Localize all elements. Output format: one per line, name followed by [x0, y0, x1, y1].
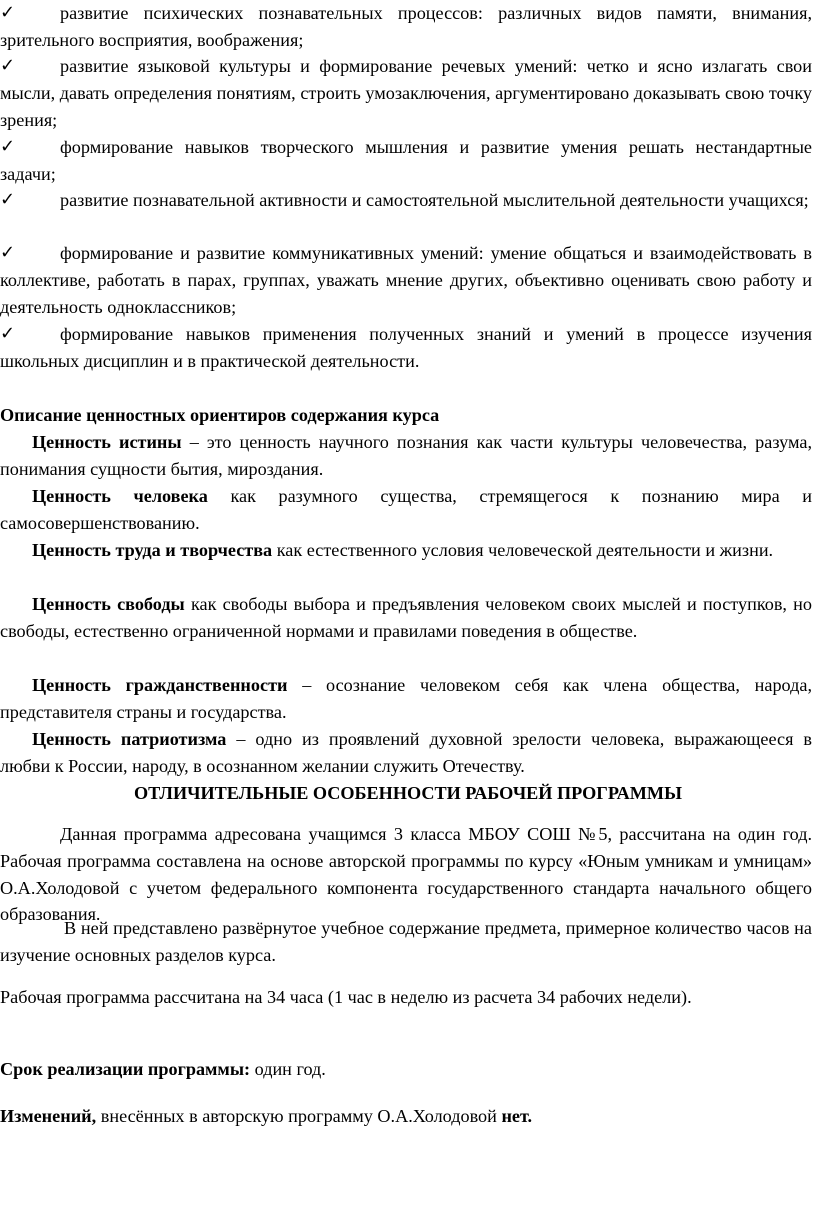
- value-text: как свободы выбора и предъявления человеком своих мыслей и поступков, но свободы, естественно ограниченной нормами и правилами поведения в обществе.: [0, 594, 812, 641]
- value-text: как естественного условия человеческой деятельности и жизни.: [272, 540, 774, 560]
- checkmark-icon: ✓: [0, 189, 16, 210]
- list-item-text: формирование навыков творческого мышления и развитие умения решать нестандартные задачи;: [0, 137, 812, 184]
- value-term: Ценность патриотизма: [32, 729, 227, 749]
- checkmark-icon: ✓: [0, 2, 16, 23]
- features-heading: ОТЛИЧИТЕЛЬНЫЕ ОСОБЕННОСТИ РАБОЧЕЙ ПРОГРАММЫ: [134, 783, 682, 803]
- value-paragraph: [0, 537, 812, 564]
- value-paragraph: [0, 672, 812, 726]
- list-item-text: формирование и развитие коммуникативных умений: умение общаться и взаимодействовать в коллективе, работать в парах, группах, уважать мнение других, объективно оценивать свою работу и деятельность одноклассников;: [0, 243, 812, 317]
- list-item-text: формирование навыков применения полученных знаний и умений в процессе изучения школьных дисциплин и в практической деятельности.: [0, 324, 812, 371]
- list-item-text: развитие познавательной активности и самостоятельной мыслительной деятельности учащихся;: [60, 190, 809, 210]
- term-line: [0, 1056, 812, 1083]
- changes-label: Изменений,: [0, 1106, 97, 1126]
- list-item: [0, 187, 812, 214]
- value-paragraph: [0, 726, 812, 780]
- changes-value: нет.: [501, 1106, 533, 1126]
- list-item: [0, 321, 812, 375]
- value-text: – это ценность научного познания как части культуры человечества, разума, понимания сущности бытия, мироздания.: [0, 432, 812, 479]
- checkmark-icon: ✓: [0, 323, 16, 344]
- features-paragraph: Рабочая программа рассчитана на 34 часа (1 час в неделю из расчета 34 рабочих недели).: [0, 987, 692, 1007]
- value-term: Ценность свободы: [32, 594, 185, 614]
- list-item-text: развитие психических познавательных процессов: различных видов памяти, внимания, зрительного восприятия, воображения;: [0, 3, 812, 50]
- checkmark-icon: ✓: [0, 136, 16, 157]
- value-paragraph: [0, 591, 812, 645]
- list-item: [0, 240, 812, 320]
- checkmark-icon: ✓: [0, 55, 16, 76]
- value-paragraph: [0, 429, 812, 483]
- value-paragraph: [0, 483, 812, 537]
- list-item-text: развитие языковой культуры и формирование речевых умений: четко и ясно излагать свои мысли, давать определения понятиям, строить умозаключения, аргументировано доказывать свою точку зрения;: [0, 56, 812, 130]
- value-text: – осознание человеком себя как члена общества, народа, представителя страны и государства.: [0, 675, 812, 722]
- value-term: Ценность истины: [32, 432, 182, 452]
- changes-line: [0, 1103, 812, 1130]
- changes-text: внесённых в авторскую программу О.А.Холодовой: [96, 1106, 502, 1126]
- list-item: [0, 134, 812, 188]
- list-item: [0, 53, 812, 133]
- term-value: один год.: [250, 1059, 326, 1079]
- features-paragraph: Данная программа адресована учащимся 3 класса МБОУ СОШ №5, рассчитана на один год. Рабочая программа составлена на основе авторской программы по курсу «Юным умникам и умницам» О.А.Холодовой с учетом федерального компонента государственного стандарта начального общего образования.: [0, 824, 812, 925]
- term-label: Срок реализации программы:: [0, 1059, 251, 1079]
- value-term: Ценность труда и творчества: [32, 540, 273, 560]
- features-paragraph: В ней представлено развёрнутое учебное содержание предмета, примерное количество часов на изучение основных разделов курса.: [0, 918, 812, 965]
- value-text: – одно из проявлений духовной зрелости человека, выражающееся в любви к России, народу, в осознанном желании служить Отечеству.: [0, 729, 812, 776]
- list-item: [0, 0, 812, 54]
- checkmark-icon: ✓: [0, 242, 16, 263]
- values-heading: Описание ценностных ориентиров содержания курса: [0, 405, 440, 425]
- value-term: Ценность человека: [32, 486, 208, 506]
- value-text: как разумного существа, стремящегося к познанию мира и самосовершенствованию.: [0, 486, 812, 533]
- value-term: Ценность гражданственности: [32, 675, 288, 695]
